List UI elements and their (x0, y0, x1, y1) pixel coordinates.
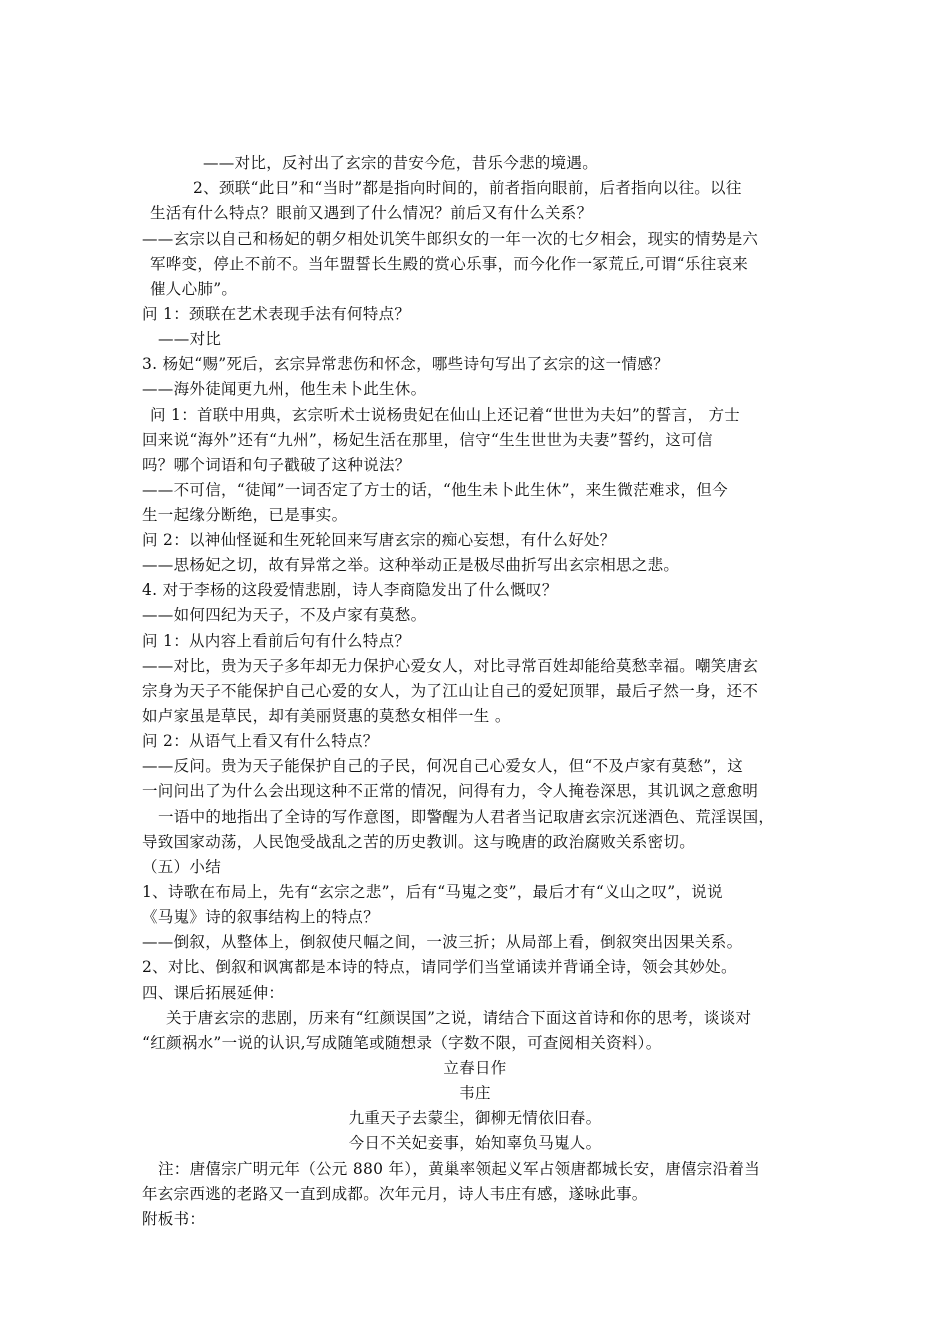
text-line: ——海外徒闻更九州，他生未卜此生休。 (142, 380, 427, 398)
text-line: ——对比 (158, 330, 222, 348)
poem-author: 韦庄 (459, 1084, 491, 1102)
poem-line: 今日不关妃妾事，始知辜负马嵬人。 (348, 1134, 602, 1152)
text-line: 年玄宗西逃的老路又一直到成都。次年元月，诗人韦庄有感，遂咏此事。 (142, 1185, 648, 1203)
text-line: 宗身为天子不能保护自己心爱的女人，为了江山让自己的爱妃顶罪，最后孑然一身，还不 (142, 682, 759, 700)
text-line: 2、颈联“此日”和“当时”都是指向时间的，前者指向眼前，后者指向以往。以往 (193, 179, 742, 197)
text-line: 问 1：首联中用典，玄宗听术士说杨贵妃在仙山上还记着“世世为夫妇”的誓言， 方士 (150, 406, 741, 424)
text-line: 《马嵬》诗的叙事结构上的特点？ (142, 908, 380, 926)
text-line: 催人心肺”。 (150, 280, 238, 298)
text-line: 回来说“海外”还有“九州”，杨妃生活在那里，信守“生生世世为夫妻”誓约，这可信 (142, 431, 713, 449)
text-line: ——如何四纪为天子，不及卢家有莫愁。 (142, 606, 427, 624)
poem-line: 九重天子去蒙尘，御柳无情依旧春。 (348, 1109, 602, 1127)
text-line: ——反问。贵为天子能保护自己的子民，何况自己心爱女人，但“不及卢家有莫愁”，这 (142, 757, 744, 775)
text-line: 问 2：从语气上看又有什么特点？ (142, 732, 379, 750)
text-line: 3. 杨妃“赐”死后，玄宗异常悲伤和怀念，哪些诗句写出了玄宗的这一情感？ (142, 355, 669, 373)
text-line: ——思杨妃之切，故有异常之举。这种举动正是极尽曲折写出玄宗相思之悲。 (142, 556, 680, 574)
text-line: “红颜祸水”一说的认识,写成随笔或随想录（字数不限，可查阅相关资料）。 (142, 1034, 662, 1052)
text-line: ——对比，反衬出了玄宗的昔安今危，昔乐今悲的境遇。 (203, 154, 599, 172)
text-line: ——玄宗以自己和杨妃的朝夕相处讥笑牛郎织女的一年一次的七夕相会，现实的情势是六 (142, 230, 759, 248)
text-line: 生一起缘分断绝，已是事实。 (142, 506, 348, 524)
text-line: 如卢家虽是草民，却有美丽贤惠的莫愁女相伴一生 。 (142, 707, 511, 725)
text-line: 1、诗歌在布局上，先有“玄宗之悲”，后有“马嵬之变”，最后才有“义山之叹”，说说 (142, 883, 723, 901)
text-line: 导致国家动荡，人民饱受战乱之苦的历史教训。这与晚唐的政治腐败关系密切。 (142, 833, 696, 851)
text-line: 问 2：以神仙怪诞和生死轮回来写唐玄宗的痴心妄想，有什么好处？ (142, 531, 616, 549)
text-line: ——倒叙，从整体上，倒叙使尺幅之间，一波三折；从局部上看，倒叙突出因果关系。 (142, 933, 743, 951)
text-line: 注：唐僖宗广明元年（公元 880 年），黄巢率领起义军占领唐都城长安，唐僖宗沿着当 (158, 1160, 760, 1178)
text-line: 军哗变，停止不前不。当年盟誓长生殿的赏心乐事，而今化作一冢荒丘,可谓“乐往哀来 (150, 255, 749, 273)
text-line: 一问问出了为什么会出现这种不正常的情况，问得有力，令人掩卷深思，其讥讽之意愈明 (142, 782, 759, 800)
poem-title: 立春日作 (443, 1059, 507, 1077)
text-line: 吗？哪个词语和句子戳破了这种说法？ (142, 456, 411, 474)
text-line: 一语中的地指出了全诗的写作意图，即警醒为人君者当记取唐玄宗沉迷酒色、荒淫误国， (158, 808, 775, 826)
text-line: 附板书： (142, 1210, 206, 1228)
text-line: 生活有什么特点？眼前又遇到了什么情况？前后又有什么关系？ (150, 204, 593, 222)
text-line: 问 1：从内容上看前后句有什么特点？ (142, 632, 411, 650)
section-heading: （五）小结 (142, 858, 222, 876)
text-line: ——不可信，“徒闻”一词否定了方士的话，“他生未卜此生休”，来生微茫难求，但今 (142, 481, 728, 499)
section-heading: 四、课后拓展延伸： (142, 984, 285, 1002)
text-line: 问 1：颈联在艺术表现手法有何特点？ (142, 305, 411, 323)
text-line: ——对比，贵为天子多年却无力保护心爱女人，对比寻常百姓却能给莫愁幸福。嘲笑唐玄 (142, 657, 759, 675)
text-line: 关于唐玄宗的悲剧，历来有“红颜误国”之说，请结合下面这首诗和你的思考，谈谈对 (166, 1009, 752, 1027)
text-line: 2、对比、倒叙和讽寓都是本诗的特点，请同学们当堂诵读并背诵全诗，领会其妙处。 (142, 958, 737, 976)
text-line: 4. 对于李杨的这段爱情悲剧，诗人李商隐发出了什么慨叹？ (142, 581, 558, 599)
